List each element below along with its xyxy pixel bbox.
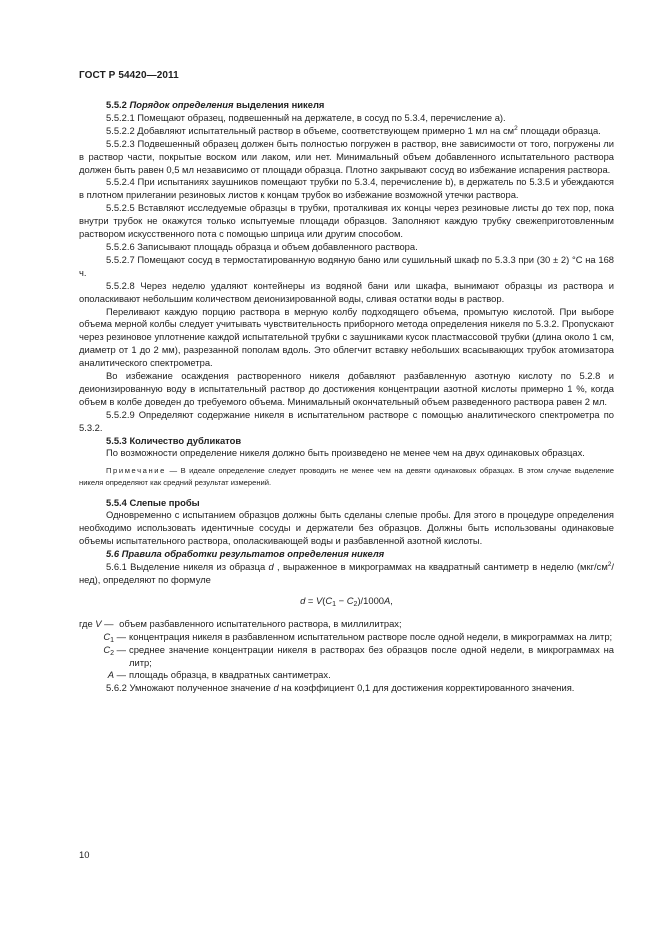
paragraph-5-5-2-6: 5.5.2.6 Записывают площадь образца и объем добавленного раствора. xyxy=(106,240,418,252)
paragraph-5-5-2-3: 5.5.2.3 Подвешенный образец должен быть полностью погружен в раствор, вне зависимости от того, погружены ли в раствор части, покрытые воском или лаком, или нет. Минимальный объем добавленного испытательного раствора должен быть равен 0,5 мл независимо от площади образца. Плотно закрывают сосуд во избежание испарения раствора. xyxy=(79,137,614,175)
paragraph-5-5-2-4: 5.5.2.4 При испытаниях заушников помещают трубки по 5.3.4, перечисление b), в держатель по 5.3.5 и убеждаются в плотном прилегании резиновых листов к концам трубок во избежание возможной утечки раствора. xyxy=(79,176,614,201)
paragraph-5-5-2-2: 5.5.2.2 Добавляют испытательный раствор в объеме, соответствующем примерно 1 мл на $см^2$ площади образца. xyxy=(106,124,601,136)
paragraph-5-5-3: По возможности определение никеля должно быть произведено не менее чем на двух одинаковых образцах. xyxy=(106,447,585,459)
paragraph-5-5-2-5: 5.5.2.5 Вставляют исследуемые образцы в трубки, проталкивая их концы через резиновые листы до тех пор, пока внутри трубок не окажутся только испытуемые площади образцов. Заполняют каждую трубку свежеприготовленным раствором искусственного пота с помощью шприца или другим способом. xyxy=(79,202,614,240)
paragraph-5-5-2-8: 5.5.2.8 Через неделю удаляют контейнеры из водяной бани или шкафа, вынимают образцы из раствора и ополаскивают небольшим количеством деионизированной воды, сливая остатки воды в раствор. xyxy=(79,279,614,304)
paragraph-5-5-2-7: 5.5.2.7 Помещают сосуд в термостатированную водяную баню или сушильный шкаф по 5.3.3 при (30 ± 2) °С на 168 ч. xyxy=(79,253,614,278)
paragraph-5-5-2-9: 5.5.2.9 Определяют содержание никеля в испытательном растворе с помощью аналитического спектрометра по 5.3.2. xyxy=(79,408,614,433)
page-number: 10 xyxy=(79,849,90,860)
section-heading-5-5-4: 5.5.4 Слепые пробы xyxy=(106,496,200,508)
formula: $d = V(C_1 - C_2)/1000A$, xyxy=(300,594,393,608)
paragraph-5-5-2-1: 5.5.2.1 Помещают образец, подвешенный на держателе, в сосуд по 5.3.4, перечисление a). xyxy=(106,111,506,123)
definition-C2: $C_2$ — среднее значение концентрации никеля в растворах без образцов после одной недели, в микрограммах на литр; xyxy=(103,643,614,668)
paragraph-5-6-1: 5.6.1 Выделение никеля из образца d , выраженное в микрограммах на квадратный сантиметр в неделю $(мкг/см^2/нед)$, определяют по формуле xyxy=(79,561,614,585)
paragraph-transfer: Переливают каждую порцию раствора в мерную колбу подходящего объема, промытую кислотой. При выборе объема мерной колбы следует учитывать чувствительность приборного метода определения никеля по 5.3.2. Пропускают через резиновое уплотнение каждой испытательной трубки с заушниками кусок пластмассовой трубки (длина около 1 см, диаметр от 1 до 2 мм), разрезанной пополам вдоль. Это облегчит вставку небольших всасывающих трубок атомизатора аналитического спектрометра. xyxy=(79,305,614,369)
definition-C1: $C_1$ — концентрация никеля в разбавленном испытательном растворе после одной недели, в микрограммах на литр; xyxy=(103,630,613,644)
page-header: ГОСТ Р 54420—2011 xyxy=(79,70,179,81)
definition-V: где V — объем разбавленного испытательного раствора, в миллилитрах; xyxy=(79,617,402,629)
paragraph-5-6-2: 5.6.2 Умножают полученное значение d на коэффициент 0,1 для достижения корректированного значения. xyxy=(106,682,575,694)
section-heading-5-5-3: 5.5.3 Количество дубликатов xyxy=(106,434,242,446)
section-heading-5-6: 5.6 Правила обработки результатов определения никеля xyxy=(106,548,385,560)
definition-A: A — площадь образца, в квадратных сантиметрах. xyxy=(107,669,331,681)
note xyxy=(79,465,614,488)
document-body xyxy=(79,99,614,695)
note-label: Примечание xyxy=(106,466,166,476)
paragraph-acid: Во избежание осаждения растворенного никеля добавляют разбавленную азотную кислоту по 5.2.8 и деионизированную воду в испытательный раствор до достижения концентрации азотной кислоты примерно 1 %, когда объем в колбе доведен до требуемого объема. Минимальный окончательный объем разведенного раствора равен 2 мл. xyxy=(79,370,614,407)
section-heading-5-5-2: 5.5.2 Порядок определения выделения никеля xyxy=(106,99,325,110)
paragraph-5-5-4: Одновременно с испытанием образцов должны быть сделаны слепые пробы. Для этого в процедуре определения необходимо использовать идентичные сосуды и держатели без образцов. Должны быть использованы одинаковые объемы испытательного раствора, ополаскивающей воды и разбавленной азотной кислоты. xyxy=(79,509,614,547)
note-text: — В идеале определение следует проводить не менее чем на девяти одинаковых образцах. В этом случае выделение никеля определяют как средний результат измерений. xyxy=(79,466,614,487)
